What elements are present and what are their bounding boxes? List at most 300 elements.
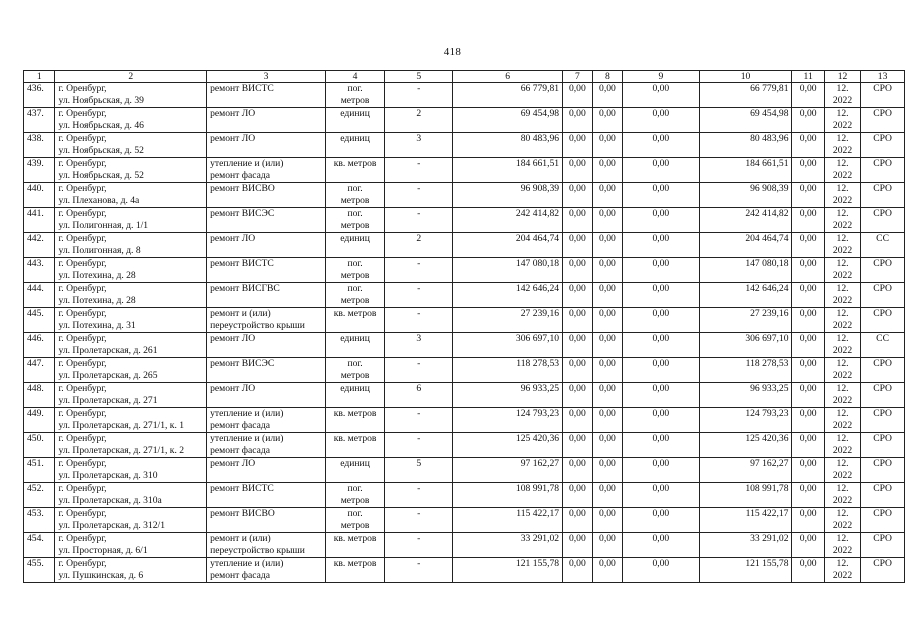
row-number: 441. — [24, 208, 55, 233]
table-row — [24, 558, 905, 583]
col11-cell: 0,00 — [792, 158, 824, 183]
column-header: 10 — [699, 71, 792, 83]
col10-cell: 204 464,74 — [699, 233, 792, 258]
term-cell-line: 2022 — [832, 519, 853, 531]
work-type-cell — [207, 458, 326, 483]
col11-cell: 0,00 — [792, 208, 824, 233]
unit-cell-line: пог. — [347, 508, 363, 519]
unit-cell-line: единиц — [340, 458, 370, 469]
unit-cell-line: кв. метров — [333, 533, 377, 544]
term-cell — [824, 308, 860, 333]
unit-cell-line: единиц — [340, 108, 370, 119]
col9-cell: 0,00 — [623, 308, 699, 333]
col9-cell: 0,00 — [623, 108, 699, 133]
work-type-cell-line: утепление и (или) — [210, 408, 284, 419]
work-type-cell — [207, 133, 326, 158]
term-cell-line: 12. — [836, 233, 849, 244]
funding-type-cell: СРО — [861, 458, 905, 483]
col10-cell: 96 908,39 — [699, 183, 792, 208]
col7-cell: 0,00 — [563, 83, 593, 108]
row-number: 437. — [24, 108, 55, 133]
unit-cell-line — [329, 320, 381, 332]
address-cell — [55, 508, 207, 533]
col11-cell: 0,00 — [792, 233, 824, 258]
address-cell-line: г. Оренбург, — [58, 458, 107, 469]
term-cell-line: 12. — [836, 408, 849, 419]
unit-cell-line — [329, 420, 381, 432]
quantity-cell: - — [385, 483, 453, 508]
term-cell-line: 2022 — [832, 269, 853, 281]
table-row — [24, 408, 905, 433]
col7-cell: 0,00 — [563, 358, 593, 383]
work-type-cell-line: ремонт ВИСВО — [210, 508, 275, 519]
col11-cell: 0,00 — [792, 83, 824, 108]
address-cell-line: г. Оренбург, — [58, 558, 107, 569]
unit-cell-line — [329, 345, 381, 357]
total-cost-cell: 66 779,81 — [453, 83, 563, 108]
address-cell-line: г. Оренбург, — [58, 508, 107, 519]
col7-cell: 0,00 — [563, 383, 593, 408]
column-header: 5 — [385, 71, 453, 83]
work-type-cell — [207, 283, 326, 308]
col9-cell: 0,00 — [623, 133, 699, 158]
unit-cell — [325, 183, 384, 208]
col7-cell: 0,00 — [563, 258, 593, 283]
term-cell-line: 2022 — [832, 119, 853, 131]
col9-cell: 0,00 — [623, 208, 699, 233]
total-cost-cell: 97 162,27 — [453, 458, 563, 483]
address-cell-line: ул. Ноябрьская, д. 46 — [58, 119, 144, 131]
term-cell — [824, 483, 860, 508]
funding-type-cell: СРО — [861, 508, 905, 533]
row-number: 440. — [24, 183, 55, 208]
col10-cell: 306 697,10 — [699, 333, 792, 358]
col9-cell: 0,00 — [623, 233, 699, 258]
funding-type-cell: СРО — [861, 208, 905, 233]
unit-cell — [325, 208, 384, 233]
term-cell-line: 12. — [836, 483, 849, 494]
unit-cell — [325, 108, 384, 133]
work-type-cell — [207, 183, 326, 208]
col10-cell: 147 080,18 — [699, 258, 792, 283]
col7-cell: 0,00 — [563, 333, 593, 358]
column-header: 12 — [824, 71, 860, 83]
total-cost-cell: 125 420,36 — [453, 433, 563, 458]
unit-cell-line: пог. — [347, 483, 363, 494]
col9-cell: 0,00 — [623, 458, 699, 483]
col8-cell: 0,00 — [592, 408, 623, 433]
funding-type-cell: СРО — [861, 383, 905, 408]
unit-cell — [325, 283, 384, 308]
work-type-cell-line — [210, 395, 322, 407]
col10-cell: 118 278,53 — [699, 358, 792, 383]
term-cell-line: 2022 — [832, 144, 853, 156]
term-cell — [824, 408, 860, 433]
term-cell-line: 2022 — [832, 319, 853, 331]
quantity-cell: - — [385, 358, 453, 383]
term-cell — [824, 433, 860, 458]
column-header: 8 — [592, 71, 623, 83]
col7-cell: 0,00 — [563, 408, 593, 433]
unit-cell — [325, 233, 384, 258]
address-cell-line: г. Оренбург, — [58, 383, 107, 394]
work-type-cell-line — [210, 470, 322, 482]
col11-cell: 0,00 — [792, 108, 824, 133]
col7-cell: 0,00 — [563, 558, 593, 583]
col11-cell: 0,00 — [792, 283, 824, 308]
total-cost-cell: 142 646,24 — [453, 283, 563, 308]
address-cell-line: ул. Полигонная, д. 1/1 — [58, 219, 149, 231]
work-type-cell-line: утепление и (или) — [210, 158, 284, 169]
total-cost-cell: 147 080,18 — [453, 258, 563, 283]
unit-cell — [325, 533, 384, 558]
address-cell-line: ул. Просторная, д. 6/1 — [58, 544, 148, 556]
term-cell — [824, 208, 860, 233]
unit-cell — [325, 158, 384, 183]
term-cell-line: 2022 — [832, 244, 853, 256]
total-cost-cell: 204 464,74 — [453, 233, 563, 258]
address-cell — [55, 283, 207, 308]
funding-type-cell: СРО — [861, 83, 905, 108]
total-cost-cell: 80 483,96 — [453, 133, 563, 158]
address-cell-line: ул. Пролетарская, д. 312/1 — [58, 519, 165, 531]
work-type-cell — [207, 558, 326, 583]
unit-cell-line: метров — [340, 269, 370, 281]
unit-cell-line: пог. — [347, 208, 363, 219]
table-body — [24, 83, 905, 583]
page-number: 418 — [443, 46, 462, 58]
unit-cell-line — [329, 120, 381, 132]
work-type-cell — [207, 358, 326, 383]
term-cell — [824, 83, 860, 108]
col7-cell: 0,00 — [563, 158, 593, 183]
col11-cell: 0,00 — [792, 533, 824, 558]
total-cost-cell: 121 155,78 — [453, 558, 563, 583]
address-cell-line: г. Оренбург, — [58, 533, 107, 544]
address-cell — [55, 83, 207, 108]
work-type-cell — [207, 533, 326, 558]
table-row — [24, 383, 905, 408]
term-cell-line: 2022 — [832, 469, 853, 481]
col7-cell: 0,00 — [563, 283, 593, 308]
address-cell — [55, 158, 207, 183]
work-type-cell-line — [210, 270, 322, 282]
col11-cell: 0,00 — [792, 133, 824, 158]
work-type-cell-line: ремонт ЛО — [210, 108, 256, 119]
col10-cell: 33 291,02 — [699, 533, 792, 558]
col10-cell: 124 793,23 — [699, 408, 792, 433]
funding-type-cell: СС — [861, 233, 905, 258]
term-cell-line: 12. — [836, 558, 849, 569]
col8-cell: 0,00 — [592, 558, 623, 583]
term-cell — [824, 558, 860, 583]
col8-cell: 0,00 — [592, 533, 623, 558]
funding-type-cell: СРО — [861, 108, 905, 133]
col8-cell: 0,00 — [592, 483, 623, 508]
term-cell-line: 12. — [836, 158, 849, 169]
unit-cell-line: метров — [340, 219, 370, 231]
funding-type-cell: СРО — [861, 358, 905, 383]
unit-cell-line — [329, 170, 381, 182]
col7-cell: 0,00 — [563, 483, 593, 508]
row-number: 449. — [24, 408, 55, 433]
address-cell — [55, 533, 207, 558]
total-cost-cell: 33 291,02 — [453, 533, 563, 558]
address-cell-line: г. Оренбург, — [58, 308, 107, 319]
quantity-cell: 2 — [385, 233, 453, 258]
table-row — [24, 308, 905, 333]
work-type-cell-line: ремонт ВИСВО — [210, 183, 275, 194]
unit-cell-line: метров — [340, 369, 370, 381]
col8-cell: 0,00 — [592, 333, 623, 358]
unit-cell — [325, 358, 384, 383]
work-type-cell-line: ремонт ЛО — [210, 333, 256, 344]
quantity-cell: 6 — [385, 383, 453, 408]
col7-cell: 0,00 — [563, 308, 593, 333]
col9-cell: 0,00 — [623, 333, 699, 358]
col8-cell: 0,00 — [592, 458, 623, 483]
address-cell — [55, 183, 207, 208]
col9-cell: 0,00 — [623, 283, 699, 308]
term-cell — [824, 183, 860, 208]
term-cell-line: 2022 — [832, 544, 853, 556]
unit-cell — [325, 308, 384, 333]
address-cell — [55, 208, 207, 233]
funding-type-cell: СРО — [861, 133, 905, 158]
unit-cell — [325, 333, 384, 358]
term-cell-line: 2022 — [832, 344, 853, 356]
col7-cell: 0,00 — [563, 458, 593, 483]
unit-cell-line: метров — [340, 494, 370, 506]
address-cell-line: г. Оренбург, — [58, 433, 107, 444]
column-header: 9 — [623, 71, 699, 83]
address-cell-line: ул. Пролетарская, д. 310а — [58, 494, 162, 506]
col10-cell: 97 162,27 — [699, 458, 792, 483]
unit-cell-line: пог. — [347, 358, 363, 369]
table-row — [24, 483, 905, 508]
work-type-cell-line: ремонт ВИСТС — [210, 258, 274, 269]
work-type-cell-line: переустройство крыши — [210, 319, 305, 331]
quantity-cell: 2 — [385, 108, 453, 133]
col8-cell: 0,00 — [592, 183, 623, 208]
address-cell-line: г. Оренбург, — [58, 133, 107, 144]
unit-cell-line: единиц — [340, 233, 370, 244]
col10-cell: 66 779,81 — [699, 83, 792, 108]
quantity-cell: - — [385, 308, 453, 333]
col11-cell: 0,00 — [792, 433, 824, 458]
column-header: 6 — [453, 71, 563, 83]
col10-cell: 142 646,24 — [699, 283, 792, 308]
address-cell — [55, 308, 207, 333]
col9-cell: 0,00 — [623, 258, 699, 283]
work-type-cell — [207, 233, 326, 258]
col8-cell: 0,00 — [592, 358, 623, 383]
row-number: 454. — [24, 533, 55, 558]
work-type-cell-line — [210, 370, 322, 382]
row-number: 438. — [24, 133, 55, 158]
row-number: 455. — [24, 558, 55, 583]
unit-cell — [325, 133, 384, 158]
unit-cell-line: единиц — [340, 383, 370, 394]
work-type-cell — [207, 108, 326, 133]
col9-cell: 0,00 — [623, 433, 699, 458]
work-type-cell-line — [210, 120, 322, 132]
col7-cell: 0,00 — [563, 533, 593, 558]
funding-type-cell: СРО — [861, 558, 905, 583]
col8-cell: 0,00 — [592, 108, 623, 133]
col9-cell: 0,00 — [623, 483, 699, 508]
quantity-cell: 3 — [385, 133, 453, 158]
term-cell-line: 12. — [836, 383, 849, 394]
col9-cell: 0,00 — [623, 183, 699, 208]
table-row — [24, 183, 905, 208]
unit-cell-line: метров — [340, 94, 370, 106]
term-cell-line: 12. — [836, 533, 849, 544]
total-cost-cell: 118 278,53 — [453, 358, 563, 383]
work-type-cell-line — [210, 95, 322, 107]
total-cost-cell: 115 422,17 — [453, 508, 563, 533]
term-cell-line: 2022 — [832, 219, 853, 231]
column-header: 7 — [563, 71, 593, 83]
address-cell — [55, 558, 207, 583]
total-cost-cell: 96 908,39 — [453, 183, 563, 208]
col9-cell: 0,00 — [623, 533, 699, 558]
address-cell — [55, 383, 207, 408]
address-cell-line: ул. Ноябрьская, д. 52 — [58, 144, 144, 156]
col8-cell: 0,00 — [592, 283, 623, 308]
term-cell-line: 2022 — [832, 94, 853, 106]
term-cell — [824, 283, 860, 308]
quantity-cell: - — [385, 183, 453, 208]
work-type-cell-line: ремонт и (или) — [210, 308, 271, 319]
quantity-cell: - — [385, 533, 453, 558]
total-cost-cell: 96 933,25 — [453, 383, 563, 408]
work-type-cell — [207, 208, 326, 233]
quantity-cell: - — [385, 83, 453, 108]
col8-cell: 0,00 — [592, 308, 623, 333]
unit-cell-line: кв. метров — [333, 308, 377, 319]
col8-cell: 0,00 — [592, 83, 623, 108]
quantity-cell: - — [385, 258, 453, 283]
table-row — [24, 258, 905, 283]
work-type-cell-line — [210, 245, 322, 257]
term-cell — [824, 383, 860, 408]
unit-cell-line — [329, 245, 381, 257]
address-cell-line: г. Оренбург, — [58, 83, 107, 94]
term-cell — [824, 133, 860, 158]
col7-cell: 0,00 — [563, 133, 593, 158]
unit-cell — [325, 383, 384, 408]
unit-cell-line — [329, 145, 381, 157]
address-cell — [55, 333, 207, 358]
column-header: 1 — [24, 71, 55, 83]
work-type-cell-line: ремонт ВИСГВС — [210, 283, 280, 294]
column-header: 2 — [55, 71, 207, 83]
quantity-cell: 5 — [385, 458, 453, 483]
quantity-cell: - — [385, 558, 453, 583]
work-type-cell — [207, 483, 326, 508]
address-cell-line: ул. Потехина, д. 31 — [58, 319, 136, 331]
total-cost-cell: 242 414,82 — [453, 208, 563, 233]
address-cell — [55, 358, 207, 383]
work-type-cell — [207, 308, 326, 333]
term-cell — [824, 533, 860, 558]
unit-cell — [325, 483, 384, 508]
term-cell-line: 2022 — [832, 444, 853, 456]
funding-type-cell: СРО — [861, 408, 905, 433]
col8-cell: 0,00 — [592, 158, 623, 183]
address-cell-line: ул. Пролетарская, д. 271/1, к. 2 — [58, 444, 185, 456]
work-type-cell-line: ремонт фасада — [210, 444, 271, 456]
work-type-cell-line — [210, 345, 322, 357]
table-row — [24, 508, 905, 533]
unit-cell-line: кв. метров — [333, 558, 377, 569]
unit-cell — [325, 508, 384, 533]
col11-cell: 0,00 — [792, 558, 824, 583]
term-cell — [824, 508, 860, 533]
work-type-cell-line: ремонт ВИСЭС — [210, 358, 275, 369]
table-row — [24, 158, 905, 183]
row-number: 442. — [24, 233, 55, 258]
col11-cell: 0,00 — [792, 183, 824, 208]
column-header: 4 — [325, 71, 384, 83]
row-number: 450. — [24, 433, 55, 458]
work-type-cell — [207, 508, 326, 533]
funding-type-cell: СРО — [861, 258, 905, 283]
quantity-cell: - — [385, 283, 453, 308]
address-cell-line: ул. Потехина, д. 28 — [58, 294, 136, 306]
funding-type-cell: СРО — [861, 183, 905, 208]
col10-cell: 69 454,98 — [699, 108, 792, 133]
term-cell-line: 2022 — [832, 169, 853, 181]
address-cell-line: г. Оренбург, — [58, 358, 107, 369]
quantity-cell: - — [385, 158, 453, 183]
quantity-cell: - — [385, 408, 453, 433]
work-type-cell-line: ремонт фасада — [210, 419, 271, 431]
row-number: 446. — [24, 333, 55, 358]
row-number: 453. — [24, 508, 55, 533]
col9-cell: 0,00 — [623, 508, 699, 533]
col7-cell: 0,00 — [563, 433, 593, 458]
term-cell-line: 12. — [836, 83, 849, 94]
repair-schedule-table — [23, 70, 905, 583]
address-cell-line: ул. Полигонная, д. 8 — [58, 244, 141, 256]
row-number: 447. — [24, 358, 55, 383]
col7-cell: 0,00 — [563, 208, 593, 233]
column-header: 3 — [207, 71, 326, 83]
work-type-cell-line: ремонт ВИСТС — [210, 483, 274, 494]
col11-cell: 0,00 — [792, 383, 824, 408]
address-cell-line: ул. Пролетарская, д. 271 — [58, 394, 158, 406]
address-cell-line: ул. Ноябрьская, д. 39 — [58, 94, 144, 106]
address-cell-line: ул. Пролетарская, д. 265 — [58, 369, 158, 381]
col11-cell: 0,00 — [792, 508, 824, 533]
table-row — [24, 83, 905, 108]
col9-cell: 0,00 — [623, 408, 699, 433]
row-number: 452. — [24, 483, 55, 508]
col7-cell: 0,00 — [563, 183, 593, 208]
funding-type-cell: СРО — [861, 308, 905, 333]
address-cell-line: г. Оренбург, — [58, 183, 107, 194]
col9-cell: 0,00 — [623, 83, 699, 108]
col11-cell: 0,00 — [792, 408, 824, 433]
term-cell — [824, 108, 860, 133]
row-number: 451. — [24, 458, 55, 483]
address-cell-line: г. Оренбург, — [58, 333, 107, 344]
work-type-cell-line: ремонт и (или) — [210, 533, 271, 544]
term-cell-line: 12. — [836, 108, 849, 119]
work-type-cell-line: ремонт ЛО — [210, 383, 256, 394]
